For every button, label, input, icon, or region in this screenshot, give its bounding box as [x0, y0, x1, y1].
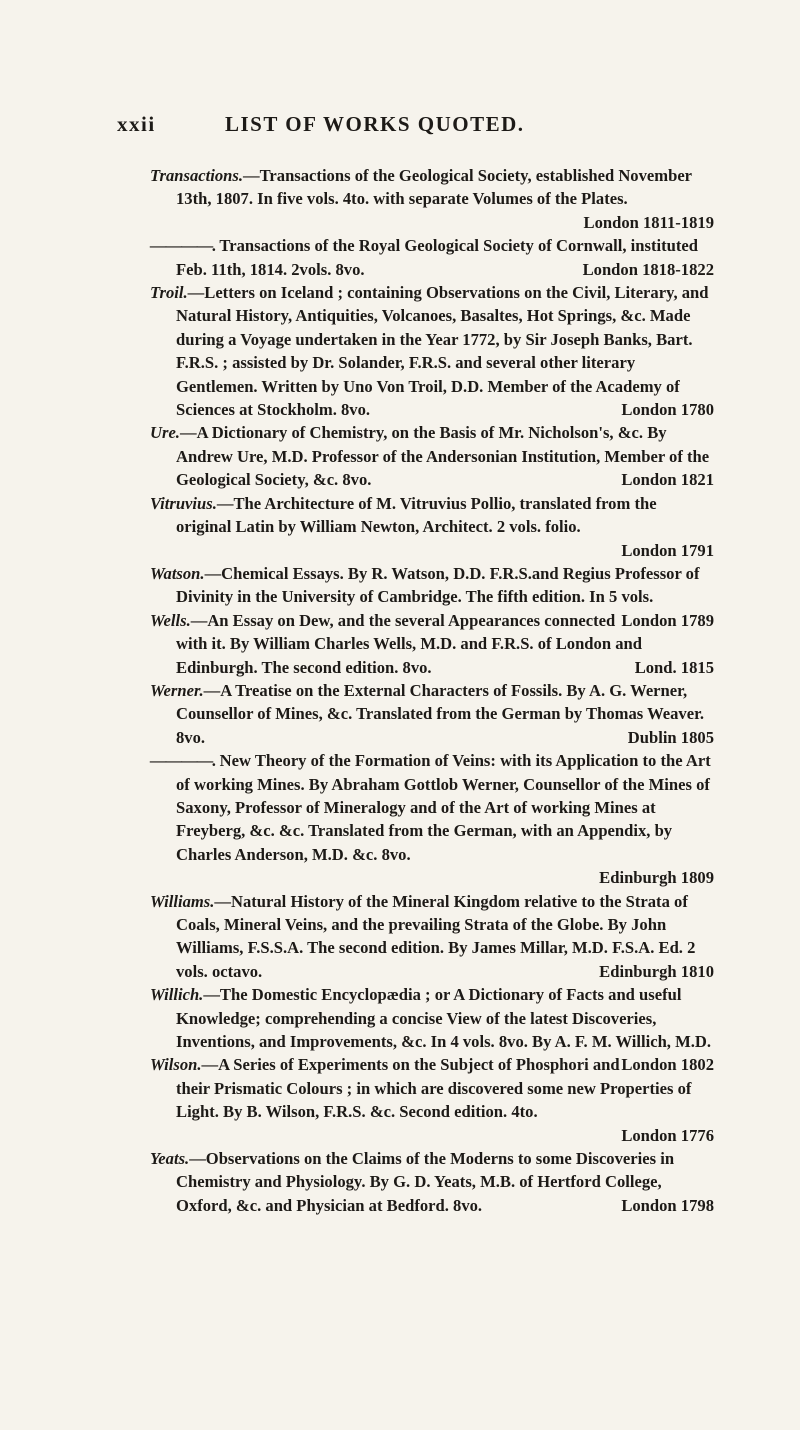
list-item: [150, 492, 714, 562]
entry-key: Ure.: [150, 423, 180, 443]
entry-imprint: Dublin 1805: [627, 727, 714, 747]
entry-text: —Letters on Iceland ; containing Observations on the Civil, Literary, and Natural History, Antiquities, Volcanoes, Basaltes, Hot Springs, &c. Made during a Voyage undertaken in the Year 1772, by Sir Joseph Banks, Bart. F.R.S. ; assisted by Dr. Solander, F.R.S. and several other literary Gentlemen. Written by Uno Von Troil, D.D. Member of the Academy of Sciences at Stockholm. 8vo.: [176, 283, 709, 420]
list-item: [150, 679, 714, 749]
entry-key: Vitruvius.: [150, 493, 217, 513]
list-item: [150, 164, 714, 234]
entry-text: —Natural History of the Mineral Kingdom relative to the Strata of Coals, Mineral Veins, and the prevailing Strata of the Globe. By John Williams, F.S.S.A. The second edition. By James Millar, M.D. F.S.A. Ed. 2 vols. octavo.: [176, 891, 696, 981]
entry-text: —A Treatise on the External Characters of Fossils. By A. G. Werner, Counsellor of Mines, &c. Translated from the German by Thomas Weaver. 8vo.: [176, 680, 705, 747]
running-title: LIST OF WORKS QUOTED.: [225, 112, 525, 136]
entry-imprint: London 1780: [621, 400, 714, 420]
entry-imprint: Lond. 1815: [634, 657, 714, 677]
entry-imprint: London 1821: [621, 470, 714, 490]
entry-key: Williams.: [150, 891, 215, 911]
entry-key: Willich.: [150, 985, 204, 1005]
list-item: [150, 1147, 714, 1217]
entry-key: Watson.: [150, 563, 205, 583]
list-item: [150, 234, 714, 281]
list-item: [150, 281, 714, 421]
entry-key: Wilson.: [150, 1055, 202, 1075]
entry-imprint: London 1789: [621, 610, 714, 630]
entry-imprint: London 1811-1819: [583, 212, 714, 232]
entry-text: —The Architecture of M. Vitruvius Pollio, translated from the original Latin by William Newton, Architect. 2 vols. folio.: [176, 493, 657, 537]
page-header: [117, 112, 717, 142]
entry-text: —Transactions of the Geological Society, established November 13th, 1807. In five vols. 4to. with separate Volumes of the Plates.: [176, 166, 692, 209]
entry-text: —Chemical Essays. By R. Watson, D.D. F.R.S.and Regius Professor of Divinity in the University of Cambridge. The fifth edition. In 5 vols.: [176, 563, 700, 607]
entry-key: ————.: [150, 751, 216, 771]
entry-text: —A Dictionary of Chemistry, on the Basis of Mr. Nicholson's, &c. By Andrew Ure, M.D. Professor of the Andersonian Institution, Member of the Geological Society, &c. 8vo.: [176, 423, 710, 490]
entry-text: —A Series of Experiments on the Subject of Phosphori and their Prismatic Colours ; in which are discovered some new Properties of Light. By B. Wilson, F.R.S. &c. Second edition. 4to.: [176, 1055, 692, 1122]
entry-key: Werner.: [150, 680, 204, 700]
entry-key: Troil.: [150, 283, 188, 303]
entry-imprint: London 1776: [621, 1125, 714, 1145]
entry-text: —The Domestic Encyclopædia ; or A Dictionary of Facts and useful Knowledge; comprehending a concise View of the latest Discoveries, Inventions, and Improvements, &c. In 4 vols. 8vo. By A. F. M. Willich, M.D.: [176, 985, 712, 1052]
entry-imprint: London 1802: [621, 1055, 714, 1075]
entry-imprint: London 1818-1822: [582, 259, 714, 279]
entry-key: Wells.: [150, 610, 191, 630]
entry-key: Transactions.: [150, 166, 243, 185]
list-item: [150, 890, 714, 984]
entry-text: —An Essay on Dew, and the several Appearances connected with it. By William Charles Wells, M.D. and F.R.S. of London and Edinburgh. The second edition. 8vo.: [176, 610, 642, 677]
entry-imprint: Edinburgh 1809: [599, 868, 714, 888]
entry-text: Transactions of the Royal Geological Society of Cornwall, instituted Feb. 11th, 1814. 2vols. 8vo.: [176, 236, 698, 279]
entry-imprint: London 1798: [621, 1195, 714, 1215]
entry-key: ————.: [150, 236, 216, 256]
works-list: [150, 164, 714, 1217]
list-item: [150, 749, 714, 889]
page-number: xxii: [117, 112, 156, 136]
entry-text: —Observations on the Claims of the Moderns to some Discoveries in Chemistry and Physiology. By G. D. Yeats, M.B. of Hertford College, Oxford, &c. and Physician at Bedford. 8vo.: [176, 1149, 675, 1215]
entry-text: New Theory of the Formation of Veins: with its Application to the Art of working Mines. By Abraham Gottlob Werner, Counsellor of the Mines of Saxony, Professor of Mineralogy and of the Art of working Mines at Freyberg, &c. &c. Translated from the German, with an Appendix, by Charles Anderson, M.D. &c. 8vo.: [176, 751, 711, 864]
entry-key: Yeats.: [150, 1149, 190, 1169]
list-item: [150, 421, 714, 491]
entry-imprint: London 1791: [621, 540, 714, 560]
entry-imprint: Edinburgh 1810: [599, 961, 714, 981]
